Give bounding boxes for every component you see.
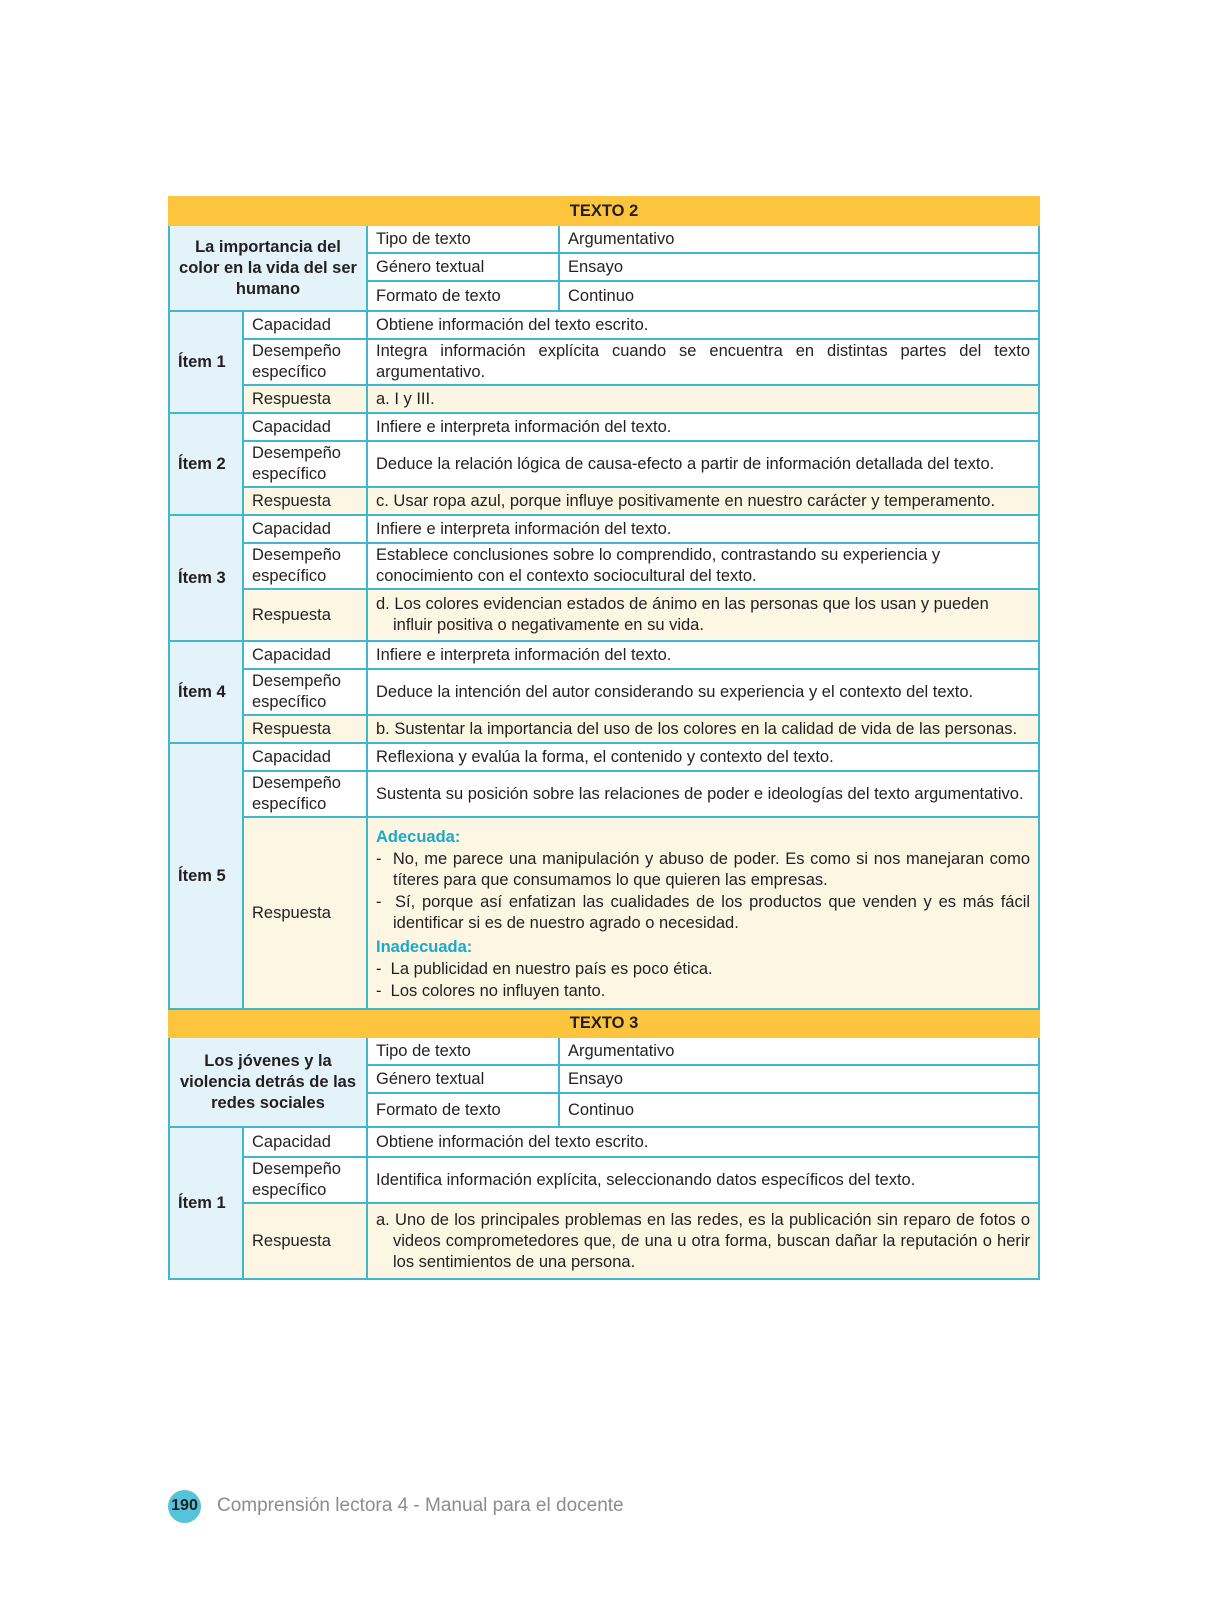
desempeno-text: Identifica información explícita, seleccionando datos específicos del texto. [367, 1157, 1039, 1203]
dash-marker: - [376, 849, 382, 868]
capacidad-text: Reflexiona y evalúa la forma, el contenido y contexto del texto. [367, 743, 1039, 771]
answer-bullet [376, 892, 1030, 934]
meta-value: Continuo [559, 1093, 1039, 1127]
answer-bullet [376, 959, 1030, 980]
answer-text: La publicidad en nuestro país es poco ética. [390, 959, 713, 978]
meta-label: Tipo de texto [367, 225, 559, 253]
respuesta-text: d. Los colores evidencian estados de ánimo en las personas que los usan y pueden influir positiva o negativamente en su vida. [376, 595, 989, 634]
capacidad-text: Infiere e interpreta información del texto. [367, 641, 1039, 669]
row-label: Respuesta [243, 487, 367, 515]
row-label: Desempeño específico [243, 441, 367, 487]
respuesta-cell [367, 589, 1039, 641]
row-label: Capacidad [243, 311, 367, 339]
row-label: Respuesta [243, 817, 367, 1009]
page-footer [168, 1490, 624, 1522]
section-header-texto2: TEXTO 2 [169, 197, 1039, 225]
dash-marker: - [376, 959, 382, 978]
respuesta-text: a. Uno de los principales problemas en las redes, es la publicación sin reparo de fotos o videos comprometedores que, de una u otra forma, buscan dañar la reputación o herir los sentimientos de una persona. [376, 1210, 1031, 1271]
meta-label: Formato de texto [367, 281, 559, 311]
desempeno-text: Establece conclusiones sobre lo comprendido, contrastando su experiencia y conocimiento con el contexto sociocultural del texto. [367, 543, 1039, 589]
item-label: Ítem 1 [169, 311, 243, 413]
evaluation-table [168, 196, 1040, 1280]
row-label: Desempeño específico [243, 543, 367, 589]
section-header-texto3: TEXTO 3 [169, 1009, 1039, 1037]
row-label: Desempeño específico [243, 1157, 367, 1203]
row-label: Capacidad [243, 515, 367, 543]
meta-label: Formato de texto [367, 1093, 559, 1127]
meta-value: Continuo [559, 281, 1039, 311]
capacidad-text: Infiere e interpreta información del texto. [367, 515, 1039, 543]
answer-bullet [376, 849, 1030, 891]
capacidad-text: Obtiene información del texto escrito. [367, 1127, 1039, 1157]
text-title: La importancia del color en la vida del ser humano [169, 225, 367, 311]
row-label: Capacidad [243, 413, 367, 441]
item-label: Ítem 4 [169, 641, 243, 743]
row-label: Desempeño específico [243, 669, 367, 715]
respuesta-cell [367, 817, 1039, 1009]
meta-value: Argumentativo [559, 1037, 1039, 1065]
item-label: Ítem 1 [169, 1127, 243, 1279]
capacidad-text: Infiere e interpreta información del texto. [367, 413, 1039, 441]
dash-marker: - [376, 892, 382, 911]
row-label: Capacidad [243, 641, 367, 669]
item-label: Ítem 2 [169, 413, 243, 515]
desempeno-text: Integra información explícita cuando se encuentra en distintas partes del texto argumentativo. [367, 339, 1039, 385]
row-label: Capacidad [243, 743, 367, 771]
text-title: Los jóvenes y la violencia detrás de las redes sociales [169, 1037, 367, 1127]
capacidad-text: Obtiene información del texto escrito. [367, 311, 1039, 339]
row-label: Desempeño específico [243, 339, 367, 385]
row-label: Respuesta [243, 589, 367, 641]
desempeno-text: Sustenta su posición sobre las relaciones de poder e ideologías del texto argumentativo. [367, 771, 1039, 817]
answer-bullet [376, 981, 1030, 1002]
meta-label: Tipo de texto [367, 1037, 559, 1065]
meta-value: Argumentativo [559, 225, 1039, 253]
row-label: Respuesta [243, 715, 367, 743]
answer-text: No, me parece una manipulación y abuso de poder. Es como si nos manejaran como títeres para que consumamos lo que quieren las empresas. [392, 849, 1031, 889]
dash-marker: - [376, 981, 382, 1000]
respuesta-text: b. Sustentar la importancia del uso de los colores en la calidad de vida de las personas. [367, 715, 1039, 743]
meta-label: Género textual [367, 1065, 559, 1093]
answer-text: Los colores no influyen tanto. [390, 981, 606, 1000]
footer-title: Comprensión lectora 4 - Manual para el docente [217, 1495, 624, 1516]
inadecuada-heading: Inadecuada: [376, 937, 473, 956]
meta-value: Ensayo [559, 253, 1039, 281]
item-label: Ítem 3 [169, 515, 243, 641]
adecuada-heading: Adecuada: [376, 827, 461, 846]
row-label: Respuesta [243, 385, 367, 413]
desempeno-text: Deduce la relación lógica de causa-efecto a partir de información detallada del texto. [367, 441, 1039, 487]
respuesta-cell [367, 1203, 1039, 1279]
row-label: Capacidad [243, 1127, 367, 1157]
desempeno-text: Deduce la intención del autor considerando su experiencia y el contexto del texto. [367, 669, 1039, 715]
row-label: Respuesta [243, 1203, 367, 1279]
respuesta-text: a. I y III. [367, 385, 1039, 413]
meta-label: Género textual [367, 253, 559, 281]
meta-value: Ensayo [559, 1065, 1039, 1093]
respuesta-text: c. Usar ropa azul, porque influye positivamente en nuestro carácter y temperamento. [367, 487, 1039, 515]
page-number: 190 [168, 1490, 201, 1523]
item-label: Ítem 5 [169, 743, 243, 1009]
answer-text: Sí, porque así enfatizan las cualidades de los productos que venden y es más fácil identificar si es de nuestro agrado o necesidad. [393, 892, 1031, 932]
row-label: Desempeño específico [243, 771, 367, 817]
